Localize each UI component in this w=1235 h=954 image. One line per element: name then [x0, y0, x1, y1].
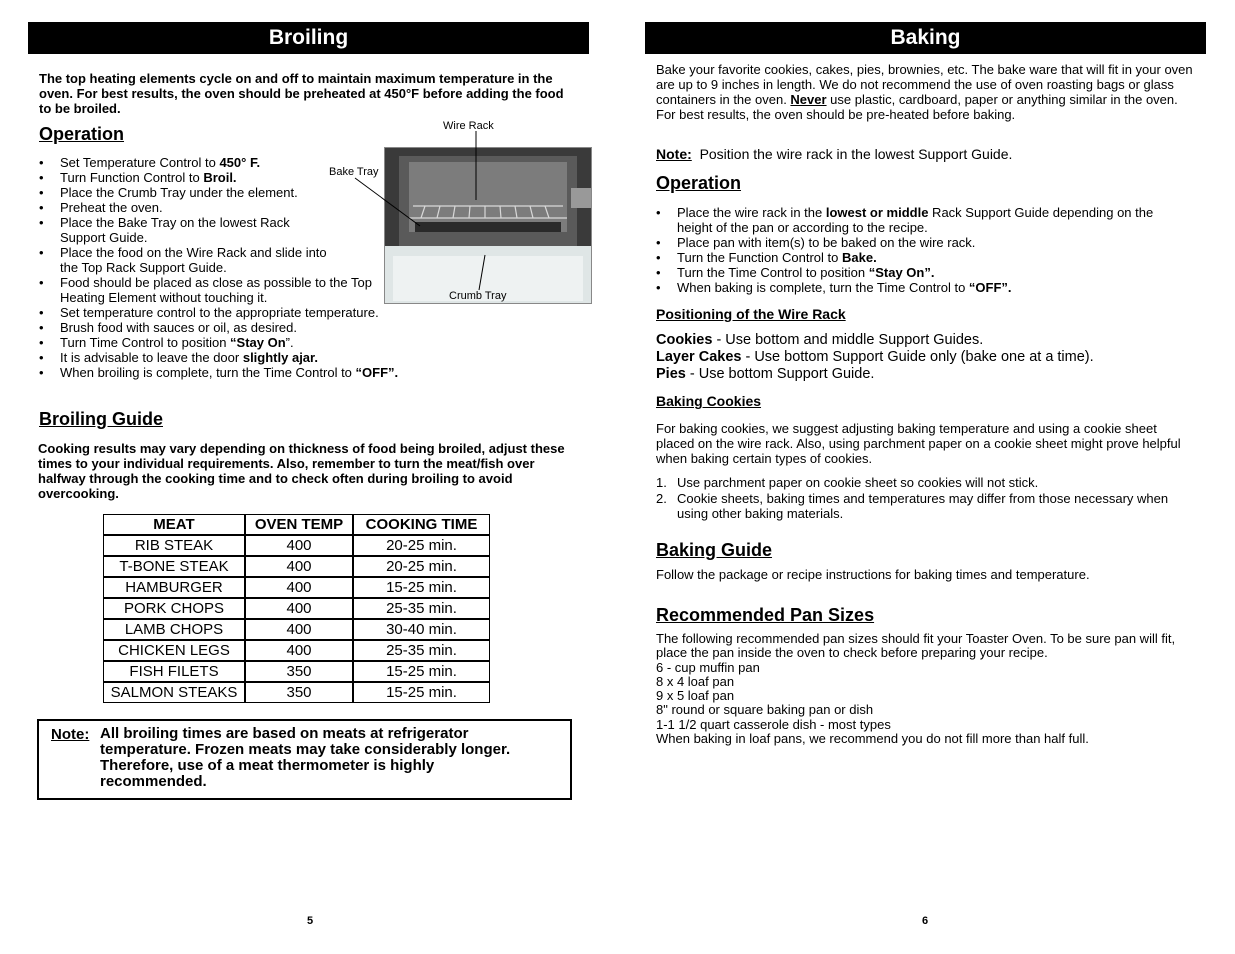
table-row [103, 556, 490, 577]
wire-rack-label: Wire Rack [443, 120, 494, 132]
broiling-step-item-text: Place the Crumb Tray under the element. [60, 185, 298, 200]
broiling-operation-heading: Operation [39, 124, 125, 144]
table-cell: 20-25 min. [353, 556, 490, 577]
baking-step-item-text: Place pan with item(s) to be baked on the wire rack. [677, 235, 976, 250]
broiling-guide-table [103, 514, 490, 703]
positioning-item-text: - Use bottom and middle Support Guides. [712, 332, 984, 348]
broiling-step-item-text: Place the Bake Tray on the lowest Rack Support Guide. [60, 215, 290, 245]
table-cell: 15-25 min. [353, 682, 490, 703]
baking-step-item [656, 280, 1156, 295]
bake-tray-label: Bake Tray [329, 166, 379, 178]
baking-intro-part2: use plastic, cardboard, paper or anything similar in the oven. For best results, the oven should be pre-heated before baking. [656, 92, 1178, 122]
crumb-tray-label: Crumb Tray [449, 290, 507, 302]
baking-step-item-text-end: Rack Support Guide depending on the height of the pan or according to the recipe. [677, 205, 1154, 235]
broiling-guide-intro: Cooking results may vary depending on thickness of food being broiled, adjust these times to your individual requirements. Also, remember to turn the meat/fish over halfway through the cooking time and to check often during broiling to avoid overcooking. [38, 441, 565, 501]
broiling-step-item-text: Turn Function Control to [60, 170, 204, 185]
baking-note-text: Position the wire rack in the lowest Support Guide. [699, 146, 1013, 162]
table-row [103, 682, 490, 703]
baking-cookies-intro: For baking cookies, we suggest adjusting baking temperature and using a cookie sheet placed on the wire rack. Also, using parchment paper on a cookie sheet might prove helpful when baking certain types of cookies. [656, 421, 1181, 466]
pan-size-item: 8 x 4 loaf pan [656, 673, 735, 689]
table-cell: HAMBURGER [103, 577, 245, 598]
broiling-step-item [39, 305, 599, 320]
pan-size-item: 8" round or square baking pan or dish [656, 702, 874, 718]
broiling-step-item-text: Turn Time Control to position [60, 335, 231, 350]
baking-intro-never: Never [790, 92, 827, 107]
broiling-step-item-text: Set Temperature Control to [60, 155, 220, 170]
table-cell: 400 [245, 556, 353, 577]
baking-step-item-emphasis: “Stay On”. [868, 265, 935, 280]
table-cell: 400 [245, 535, 353, 556]
table-cell: 25-35 min. [353, 640, 490, 661]
cookie-tip-number: 1. [656, 475, 667, 490]
table-row [103, 640, 490, 661]
table-cell: 30-40 min. [353, 619, 490, 640]
broiling-step-item-emphasis: slightly ajar. [242, 350, 318, 365]
cookie-tip-text: Use parchment paper on cookie sheet so cookies will not stick. [677, 475, 1039, 490]
pan-sizes-intro: The following recommended pan sizes should fit your Toaster Oven. To be sure pan will fit, place the pan inside the oven to check before preparing your recipe. [656, 631, 1176, 661]
baking-note [656, 146, 1012, 162]
baking-step-item [656, 205, 1156, 235]
positioning-item-label: Layer Cakes [656, 349, 742, 365]
broiling-step-item-text: When broiling is complete, turn the Time Control to [60, 365, 356, 380]
baking-step-item [656, 235, 1156, 250]
positioning-item [656, 332, 1094, 349]
table-cell: CHICKEN LEGS [103, 640, 245, 661]
baking-step-item-emphasis: lowest or middle [825, 205, 929, 220]
pan-size-item: 1-1 1/2 quart casserole dish - most types [656, 716, 891, 732]
positioning-item-label: Pies [656, 366, 686, 382]
broiling-step-item [39, 170, 599, 185]
baking-step-item-text: Turn the Time Control to position [677, 265, 869, 280]
positioning-item-label: Cookies [656, 332, 713, 348]
table-cell: 25-35 min. [353, 598, 490, 619]
table-cell: 400 [245, 598, 353, 619]
broiling-step-item [39, 335, 599, 350]
baking-step-item-emphasis: Bake. [842, 250, 877, 265]
baking-step-item-emphasis: “OFF”. [968, 280, 1012, 295]
broiling-step-item [39, 155, 599, 170]
baking-operation-list [656, 205, 1156, 295]
broiling-step-item-text: Place the food on the Wire Rack and slide into the Top Rack Support Guide. [60, 245, 327, 275]
broiling-operation-list [39, 155, 599, 380]
table-cell: PORK CHOPS [103, 598, 245, 619]
pan-sizes-block [656, 632, 1191, 746]
table-cell: 15-25 min. [353, 577, 490, 598]
table-cell: 400 [245, 577, 353, 598]
table-cell: SALMON STEAKS [103, 682, 245, 703]
broiling-step-item-emphasis: “Stay On [230, 335, 286, 350]
table-row [103, 577, 490, 598]
baking-step-item-text: When baking is complete, turn the Time Control to [677, 280, 969, 295]
cookie-tip-text: Cookie sheets, baking times and temperatures may differ from those necessary when using other baking materials. [677, 490, 1169, 521]
table-cell: RIB STEAK [103, 535, 245, 556]
baking-operation-heading: Operation [656, 173, 742, 193]
broiling-step-item [39, 185, 599, 200]
table-cell: 20-25 min. [353, 535, 490, 556]
broiling-step-item-text: Food should be placed as close as possible to the Top Heating Element without touching it. [60, 275, 372, 305]
broiling-note-label: Note: [51, 726, 90, 743]
baking-cookies-heading: Baking Cookies [656, 393, 762, 409]
broiling-step-item [39, 350, 599, 365]
table-cell: 15-25 min. [353, 661, 490, 682]
pan-size-item: 6 - cup muffin pan [656, 659, 760, 675]
positioning-item-text: - Use bottom Support Guide. [685, 366, 875, 382]
table-cell: LAMB CHOPS [103, 619, 245, 640]
table-header-row [103, 514, 490, 535]
page-number-right: 6 [922, 915, 929, 927]
baking-banner: Baking [645, 22, 1206, 54]
baking-step-item [656, 250, 1156, 265]
broiling-step-item-emphasis: “OFF”. [355, 365, 399, 380]
table-header-cell: OVEN TEMP [245, 514, 353, 535]
broiling-step-item [39, 320, 599, 335]
table-cell: 400 [245, 640, 353, 661]
baking-guide-text: Follow the package or recipe instructions for baking times and temperature. [656, 567, 1090, 582]
broiling-guide-heading: Broiling Guide [39, 409, 163, 429]
table-cell: 400 [245, 619, 353, 640]
broiling-step-item [39, 200, 599, 215]
broiling-step-item-text: It is advisable to leave the door [60, 350, 243, 365]
positioning-heading: Positioning of the Wire Rack [656, 306, 846, 322]
broiling-step-item-emphasis: 450° F. [219, 155, 261, 170]
positioning-item [656, 366, 1094, 383]
broiling-step-item-text-end: ”. [285, 335, 294, 350]
table-header-cell: COOKING TIME [353, 514, 490, 535]
positioning-item [656, 349, 1094, 366]
pan-sizes-list [656, 661, 1191, 747]
broiling-step-item [39, 245, 330, 275]
broiling-intro: The top heating elements cycle on and off to maintain maximum temperature in the oven. For best results, the oven should be preheated at 450°F before adding the food to be broiled. [39, 71, 564, 116]
baking-intro-part1: Bake your favorite cookies, cakes, pies, brownies, etc. The bake ware that will fit in your oven are up to 9 inches in length. We do not recommend the use of oven roasting bags or glass containers in the oven. [656, 62, 1193, 107]
cookie-tip-item [656, 491, 1181, 522]
pan-size-item: When baking in loaf pans, we recommend you do not fill more than half full. [656, 731, 1089, 747]
broiling-step-item-text: Preheat the oven. [60, 200, 163, 215]
broiling-step-item [39, 215, 330, 245]
baking-step-item-text: Place the wire rack in the [677, 205, 826, 220]
baking-step-item-text: Turn the Function Control to [677, 250, 842, 265]
baking-note-label: Note: [656, 146, 692, 162]
cookie-tip-item [656, 475, 1181, 491]
table-cell: 350 [245, 661, 353, 682]
table-row [103, 535, 490, 556]
broiling-step-item-text: Set temperature control to the appropriate temperature. [60, 305, 379, 320]
positioning-item-text: - Use bottom Support Guide only (bake one at a time). [741, 349, 1094, 365]
baking-guide-heading: Baking Guide [656, 540, 773, 560]
baking-step-item [656, 265, 1156, 280]
broiling-banner: Broiling [28, 22, 589, 54]
table-row [103, 598, 490, 619]
positioning-list [656, 332, 1094, 383]
broiling-note-box [37, 719, 572, 800]
broiling-step-item [39, 275, 390, 305]
cookie-tip-number: 2. [656, 490, 667, 506]
table-cell: FISH FILETS [103, 661, 245, 682]
table-cell: 350 [245, 682, 353, 703]
pan-sizes-heading: Recommended Pan Sizes [656, 605, 875, 625]
page-number-left: 5 [307, 915, 314, 927]
table-row [103, 619, 490, 640]
broiling-step-item-emphasis: Broil. [203, 170, 237, 185]
table-cell: T-BONE STEAK [103, 556, 245, 577]
broiling-note-text: All broiling times are based on meats at refrigerator temperature. Frozen meats may take considerably longer. Therefore, use of a meat thermometer is highly recommended. [100, 725, 511, 790]
broiling-step-item [39, 365, 599, 380]
table-header-cell: MEAT [103, 514, 245, 535]
broiling-step-item-text: Brush food with sauces or oil, as desired. [60, 320, 298, 335]
baking-cookies-list [656, 475, 1181, 522]
baking-intro [656, 62, 1196, 122]
pan-size-item: 9 x 5 loaf pan [656, 688, 735, 704]
table-row [103, 661, 490, 682]
